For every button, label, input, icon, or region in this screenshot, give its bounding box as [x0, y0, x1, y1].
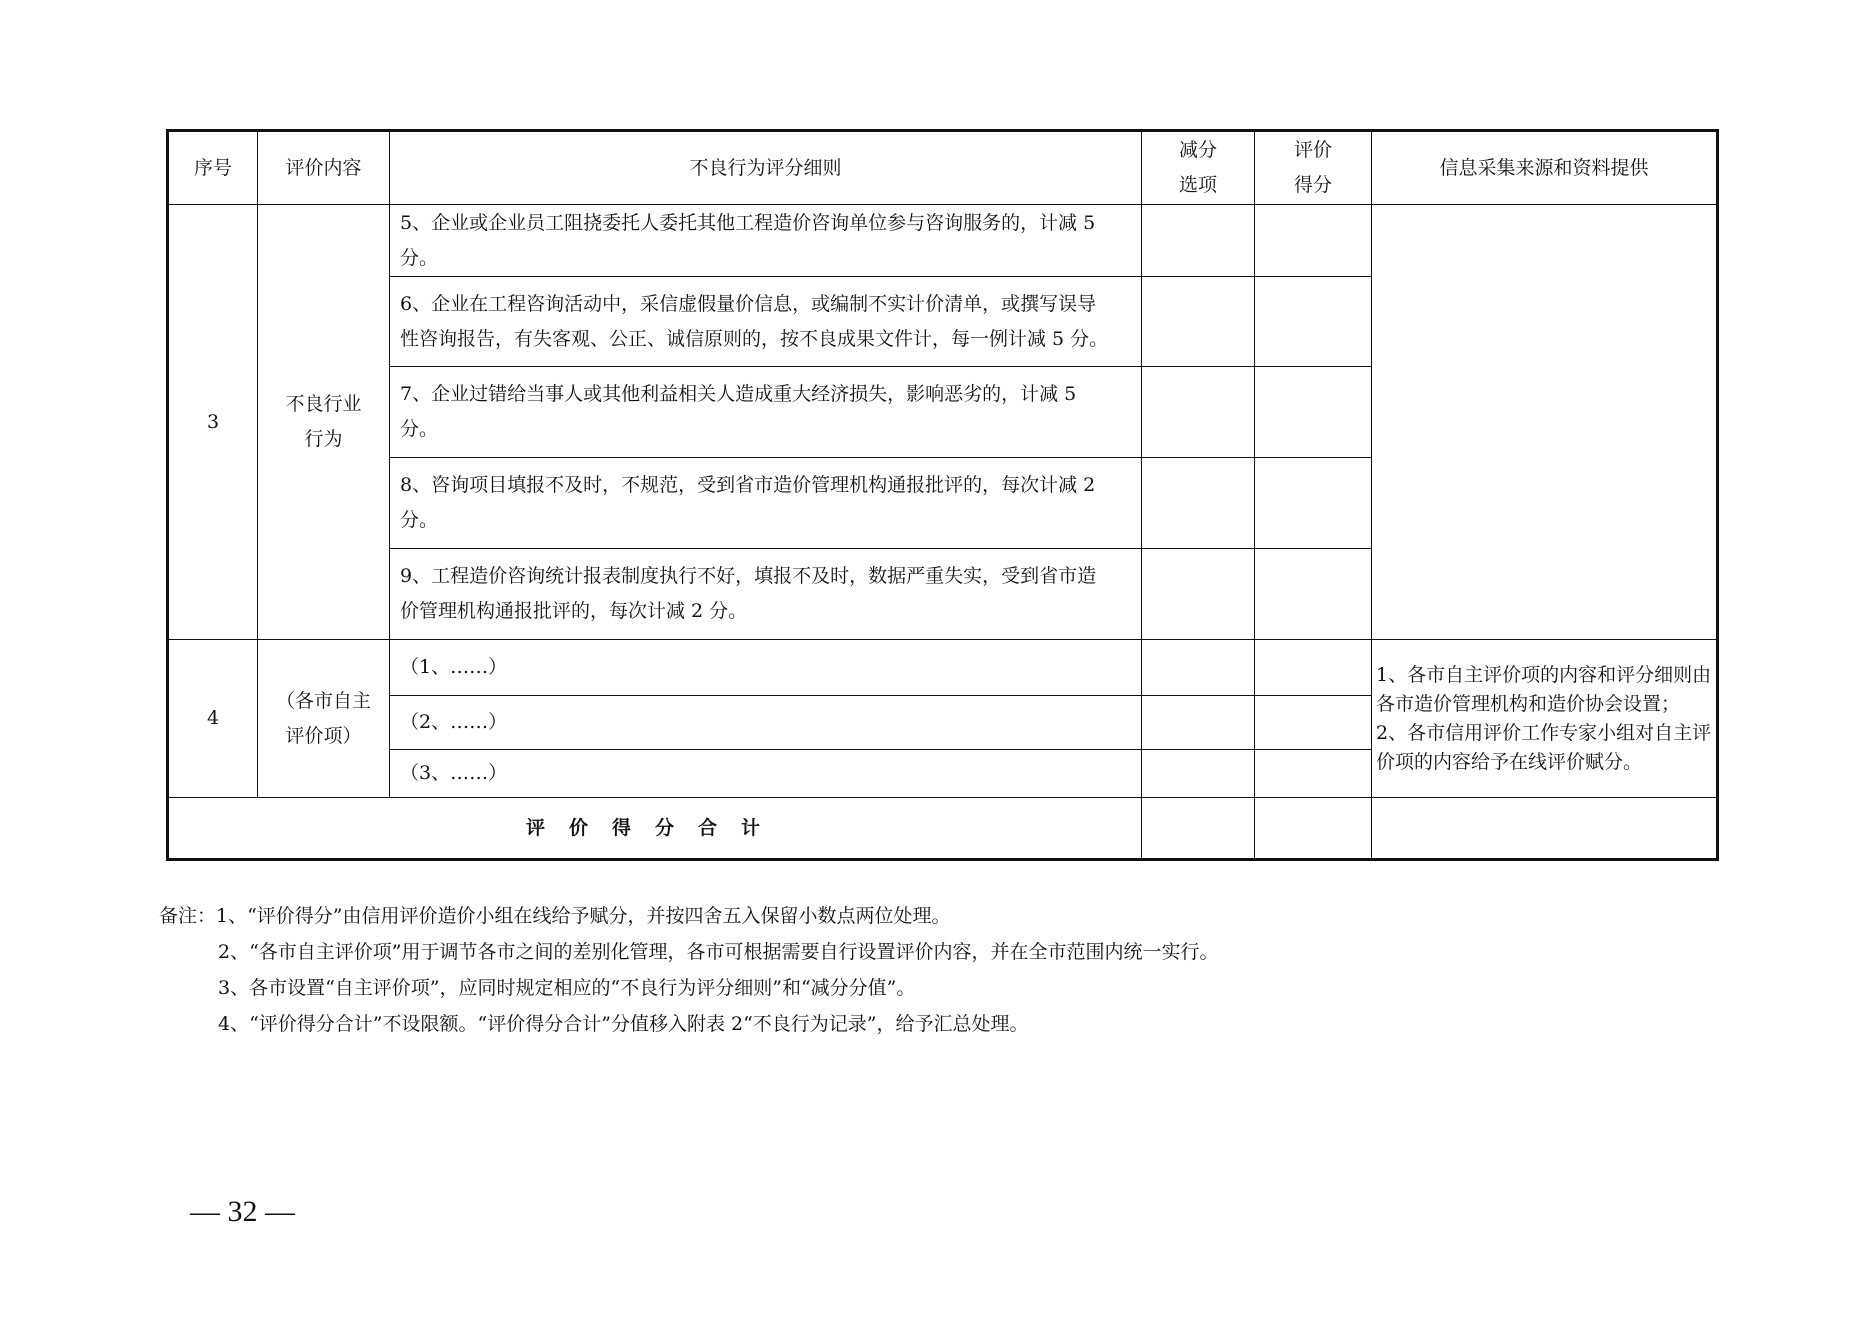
- header-row: [168, 131, 1718, 205]
- score-cell: [1255, 640, 1372, 696]
- header-deduct: [1142, 131, 1255, 205]
- evaluation-table-container: [166, 129, 1716, 861]
- group4-content: [258, 640, 390, 798]
- rule-7: 7、企业过错给当事人或其他利益相关人造成重大经济损失，影响恶劣的，计减 5 分。: [390, 367, 1142, 458]
- header-deduct-line1: 减分: [1178, 139, 1217, 161]
- rule-9: 9、工程造价咨询统计报表制度执行不好，填报不及时，数据严重失实，受到省市造 价管理机构通报批评的，每次计减 2 分。: [390, 549, 1142, 640]
- table-row: [168, 205, 1718, 277]
- deduct-cell: [1142, 205, 1255, 277]
- group4-seq: 4: [168, 640, 258, 798]
- score-cell: [1255, 750, 1372, 798]
- group3-content-line1: 不良行业: [285, 393, 362, 415]
- total-row: [168, 798, 1718, 860]
- header-content: 评价内容: [258, 131, 390, 205]
- deduct-cell: [1142, 640, 1255, 696]
- score-cell: [1255, 696, 1372, 750]
- total-score-cell: [1255, 798, 1372, 860]
- custom-rule-2: （2、……）: [390, 696, 1142, 750]
- custom-rule-3: （3、……）: [390, 750, 1142, 798]
- page-number: — 32 —: [190, 1195, 295, 1228]
- remark-2: 2、“各市自主评价项”用于调节各市之间的差别化管理，各市可根据需要自行设置评价内容，并在全市范围内统一实行。: [218, 941, 1219, 963]
- total-deduct-cell: [1142, 798, 1255, 860]
- rule-5: 5、企业或企业员工阻挠委托人委托其他工程造价咨询单位参与咨询服务的，计减 5 分。: [390, 205, 1142, 277]
- group3-source: [1372, 205, 1718, 640]
- score-cell: [1255, 367, 1372, 458]
- total-label: 评价得分合计: [168, 798, 1142, 860]
- score-cell: [1255, 205, 1372, 277]
- header-seq: 序号: [168, 131, 258, 205]
- deduct-cell: [1142, 367, 1255, 458]
- header-detail: 不良行为评分细则: [390, 131, 1142, 205]
- group4-source: 1、各市自主评价项的内容和评分细则由 各市造价管理机构和造价协会设置； 2、各市信用评价工作专家小组对自主评 价项的内容给予在线评价赋分。: [1372, 640, 1718, 798]
- table-row: [168, 640, 1718, 696]
- deduct-cell: [1142, 458, 1255, 549]
- remark-1: 备注：1、“评价得分”由信用评价造价小组在线给予赋分，并按四舍五入保留小数点两位处理。: [159, 905, 951, 927]
- header-score-line1: 评价: [1293, 139, 1332, 161]
- group3-content-line2: 行为: [304, 428, 343, 450]
- deduct-cell: [1142, 549, 1255, 640]
- remarks: [159, 898, 1659, 1042]
- deduct-cell: [1142, 750, 1255, 798]
- deduct-cell: [1142, 277, 1255, 367]
- evaluation-table: [166, 129, 1719, 861]
- deduct-cell: [1142, 696, 1255, 750]
- remark-4: 4、“评价得分合计”不设限额。“评价得分合计”分值移入附表 2“不良行为记录”，给予汇总处理。: [218, 1013, 1029, 1035]
- custom-rule-1: （1、……）: [390, 640, 1142, 696]
- group4-content-line1: （各市自主: [275, 689, 371, 712]
- score-cell: [1255, 277, 1372, 367]
- group3-content: [258, 205, 390, 640]
- score-cell: [1255, 549, 1372, 640]
- group4-content-line2: 评价项）: [285, 724, 362, 747]
- remark-3: 3、各市设置“自主评价项”，应同时规定相应的“不良行为评分细则”和“减分分值”。: [218, 977, 916, 999]
- header-score-line2: 得分: [1293, 174, 1332, 196]
- rule-8: 8、咨询项目填报不及时，不规范，受到省市造价管理机构通报批评的，每次计减 2 分。: [390, 458, 1142, 549]
- total-source-cell: [1372, 798, 1718, 860]
- group3-seq: 3: [168, 205, 258, 640]
- score-cell: [1255, 458, 1372, 549]
- header-score: [1255, 131, 1372, 205]
- header-source: 信息采集来源和资料提供: [1372, 131, 1718, 205]
- rule-6: 6、企业在工程咨询活动中，采信虚假量价信息，或编制不实计价清单，或撰写误导 性咨询报告，有失客观、公正、诚信原则的，按不良成果文件计，每一例计减 5 分。: [390, 277, 1142, 367]
- header-deduct-line2: 选项: [1178, 174, 1217, 196]
